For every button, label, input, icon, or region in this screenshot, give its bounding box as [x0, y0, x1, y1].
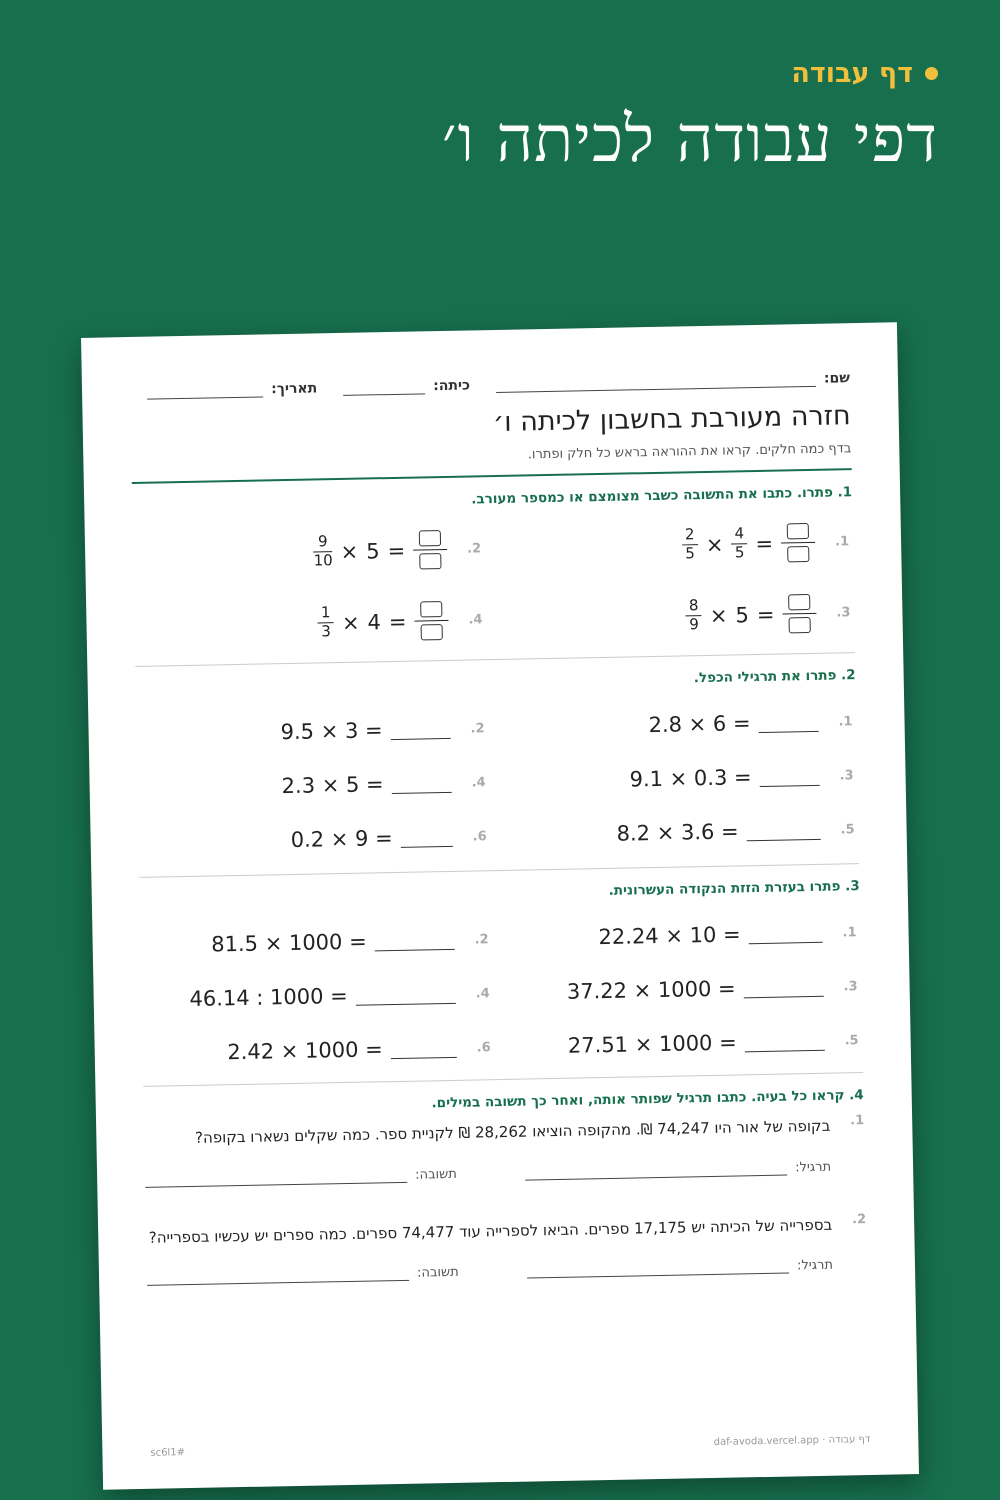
answer-fraction-box[interactable]: [782, 594, 817, 634]
fraction-a: [682, 527, 699, 562]
answer-blank[interactable]: [391, 1038, 457, 1058]
section-2-grid: [136, 709, 858, 855]
date-label: תאריך:: [271, 380, 318, 398]
name-line[interactable]: [496, 370, 816, 393]
problem-text: בספרייה של הכיתה יש 17,175 ספרים. הביאו לספרייה עוד 74,477 ספרים. כמה ספרים יש עכשיו בספרייה?: [148, 1215, 833, 1247]
fraction-b: [731, 526, 748, 561]
word-problem-answer-lines: [147, 1255, 867, 1286]
decimal-problem: [140, 927, 488, 958]
fraction-a: [313, 534, 333, 569]
sheet-title: חזרה מעורבת בחשבון לכיתה ו׳: [492, 400, 851, 439]
answer-blank[interactable]: [759, 766, 819, 786]
section-2-title: 2. פתרו את תרגילי הכפל.: [693, 667, 856, 687]
footer-site: דף עבודה · daf-avoda.vercel.app: [713, 1433, 871, 1448]
expression: 9.5 × 3 =: [280, 718, 383, 745]
section-divider: [139, 863, 859, 878]
operator: ×: [705, 532, 724, 557]
problem-number: 2.: [474, 931, 489, 947]
decimal-problem: [142, 981, 490, 1012]
problem-number: 5.: [840, 821, 855, 837]
multiplication-problem: [136, 716, 484, 747]
whole-number: 5: [735, 602, 750, 627]
problem-number: 4.: [475, 985, 490, 1001]
problem-text: בקופה של אור היו 74,247 ₪. מהקופה הוציאו 28,262 ₪ לקניית ספר. כמה שקלים נשארו בקופה?: [194, 1116, 831, 1147]
name-label: שם:: [823, 370, 851, 387]
answer-label: תשובה:: [416, 1264, 459, 1281]
kicker-label: דף עבודה: [791, 58, 913, 89]
word-problem: [146, 1212, 866, 1251]
expression: 27.51 × 1000 =: [567, 1030, 737, 1058]
answer-fraction-box[interactable]: [414, 601, 449, 641]
sheet-footer: [150, 1434, 870, 1459]
problem-number: 3.: [843, 978, 858, 994]
answer-blank[interactable]: [744, 1031, 824, 1052]
answer-fraction-box[interactable]: [781, 523, 816, 563]
expression: 22.24 × 10 =: [598, 922, 741, 950]
denominator: 3: [321, 622, 332, 641]
numerator: 2: [684, 525, 695, 544]
numerator: 1: [320, 603, 331, 622]
answer-blank[interactable]: [758, 712, 818, 732]
expression: 2.8 × 6 =: [648, 711, 751, 738]
title-divider: [132, 468, 852, 484]
problem-number: 4.: [468, 612, 483, 628]
bullet-icon: [925, 67, 938, 80]
fraction-problem: [134, 600, 483, 646]
problem-number: 2.: [470, 720, 485, 737]
fraction-problem: [502, 593, 851, 639]
equals: =: [756, 602, 775, 627]
fraction-a: [686, 598, 703, 633]
problem-number: 5.: [844, 1032, 859, 1048]
answer-blank[interactable]: [390, 719, 450, 739]
expression: 2.3 × 5 =: [281, 772, 384, 799]
exercise-label: תרגיל:: [795, 1159, 832, 1175]
problem-number: 1.: [838, 713, 853, 729]
section-divider: [135, 652, 855, 667]
equals: =: [387, 538, 406, 563]
operator: ×: [340, 539, 359, 564]
problem-number: 2.: [466, 541, 482, 557]
problem-number: 6.: [472, 828, 487, 845]
class-field[interactable]: [343, 376, 470, 395]
answer-blank[interactable]: [400, 827, 452, 847]
section-1-grid: [133, 522, 855, 646]
multiplication-problem: [506, 817, 854, 848]
section-3-grid: [140, 920, 862, 1066]
exercise-line[interactable]: [527, 1257, 789, 1279]
fraction-problem: [501, 522, 850, 568]
section-4-title: 4. קראו כל בעיה. כתבו תרגיל שפותר אותה, ואחר כך תשובה במילים.: [431, 1087, 864, 1112]
answer-fraction-box[interactable]: [413, 530, 448, 570]
expression: 37.22 × 1000 =: [566, 976, 736, 1004]
class-line[interactable]: [343, 377, 425, 396]
sheet-subtitle: בדף כמה חלקים. קראו את ההוראה בראש כל חלק ופתרו.: [527, 441, 852, 463]
expression: 8.2 × 3.6 =: [616, 819, 739, 846]
denominator: 9: [689, 615, 699, 634]
section-3-title: 3. פתרו בעזרת הזזת הנקודה העשרונית.: [608, 878, 860, 899]
whole-number: 4: [367, 609, 382, 634]
footer-code: #sc6l1: [150, 1447, 186, 1459]
date-field[interactable]: [147, 379, 317, 399]
expression: 81.5 × 1000 =: [211, 929, 367, 957]
worksheet-paper: [81, 322, 919, 1489]
multiplication-problem: [137, 770, 485, 801]
problem-number: 1.: [850, 1113, 865, 1129]
fraction-a: [318, 605, 335, 640]
numerator: 8: [688, 596, 699, 615]
multiplication-problem: [505, 763, 853, 794]
equals: =: [388, 609, 407, 634]
expression: 46.14 : 1000 =: [189, 983, 348, 1011]
problem-number: 1.: [842, 924, 857, 940]
exercise-line[interactable]: [525, 1158, 787, 1180]
decimal-problem: [508, 920, 856, 951]
expression: 9.1 × 0.3 =: [629, 765, 752, 792]
date-line[interactable]: [147, 380, 263, 399]
fraction-problem: [133, 529, 482, 575]
page-header: [442, 58, 938, 177]
equals: =: [755, 531, 774, 556]
denominator: 5: [685, 544, 695, 563]
multiplication-problem: [138, 824, 486, 855]
multiplication-problem: [504, 709, 852, 740]
decimal-problem: [509, 974, 857, 1005]
numerator: 9: [317, 532, 328, 551]
answer-blank[interactable]: [356, 984, 456, 1005]
denominator: 5: [734, 543, 745, 562]
section-divider: [143, 1072, 863, 1087]
expression: 2.42 × 1000 =: [227, 1037, 383, 1065]
answer-blank[interactable]: [746, 820, 820, 840]
exercise-field[interactable]: [525, 1157, 831, 1180]
denominator: 10: [313, 551, 333, 570]
kicker: [442, 58, 938, 89]
operator: ×: [709, 603, 728, 628]
problem-number: 3.: [836, 605, 851, 621]
numerator: 4: [734, 524, 745, 543]
operator: ×: [341, 610, 360, 635]
header-fields: [130, 369, 850, 400]
problem-number: 4.: [471, 774, 486, 791]
word-problem-answer-lines: [145, 1157, 865, 1188]
answer-line[interactable]: [145, 1165, 407, 1187]
answer-blank[interactable]: [391, 773, 451, 793]
answer-label: תשובה:: [414, 1166, 457, 1183]
problem-number: 1.: [834, 534, 850, 550]
answer-line[interactable]: [147, 1264, 409, 1286]
expression: 0.2 × 9 =: [290, 826, 393, 853]
section-1-title: 1. פתרו. כתבו את התשובה כשבר מצומצם או כמספר מעורב.: [471, 484, 853, 508]
name-field[interactable]: [496, 369, 850, 393]
answer-blank[interactable]: [743, 977, 823, 998]
problem-number: 2.: [851, 1211, 867, 1227]
answer-field[interactable]: [147, 1263, 459, 1286]
decimal-problem: [143, 1035, 491, 1066]
whole-number: 5: [365, 538, 380, 564]
exercise-label: תרגיל:: [796, 1257, 834, 1274]
decimal-problem: [510, 1028, 858, 1059]
hero-title: דפי עבודה לכיתה ו׳: [441, 103, 938, 177]
exercise-field[interactable]: [527, 1256, 833, 1279]
word-problem: [144, 1113, 864, 1152]
problem-number: 3.: [839, 767, 854, 783]
answer-blank[interactable]: [748, 923, 822, 943]
answer-blank[interactable]: [374, 930, 454, 951]
answer-field[interactable]: [145, 1164, 457, 1187]
problem-number: 6.: [476, 1039, 491, 1055]
class-label: כיתה:: [433, 377, 471, 395]
